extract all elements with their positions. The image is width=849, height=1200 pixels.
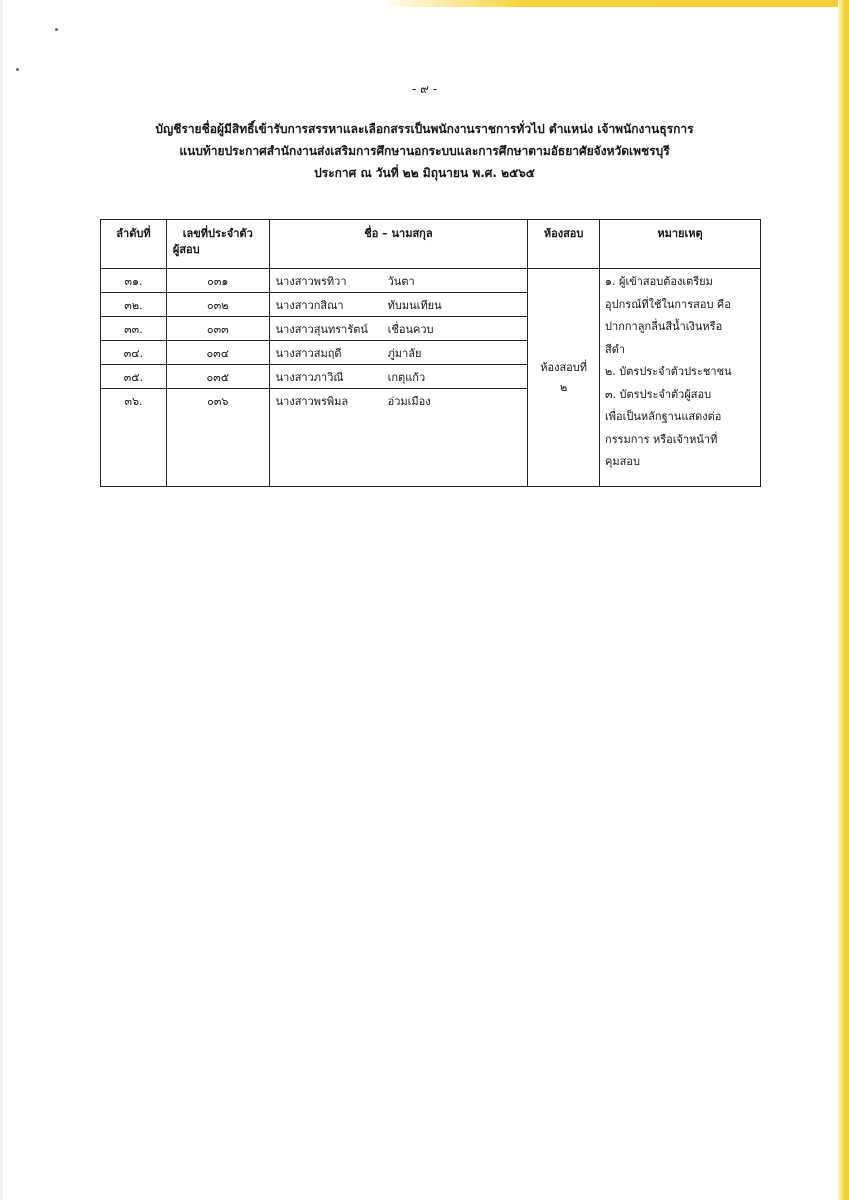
row-seq: ๓๔. bbox=[101, 341, 167, 365]
row-candidate-id: ๐๓๔ bbox=[166, 341, 269, 365]
header-name: ชื่อ – นามสกุล bbox=[269, 220, 528, 269]
exam-room-number: ๒ bbox=[559, 380, 568, 394]
remarks-line: สีดำ bbox=[605, 342, 626, 356]
remarks-line: ๓. บัตรประจำตัวผู้สอบ bbox=[605, 387, 712, 401]
row-seq: ๓๖. bbox=[101, 389, 167, 413]
row-name bbox=[269, 293, 528, 317]
table-header-row bbox=[101, 220, 761, 269]
remarks-line: ๒. บัตรประจำตัวประชาชน bbox=[605, 365, 732, 378]
title-line-2: แนบท้ายประกาศสำนักงานส่งเสริมการศึกษานอกระบบและการศึกษาตามอัธยาศัยจังหวัดเพชรบุรี bbox=[179, 144, 670, 158]
row-last-name: อ่วมเมือง bbox=[387, 394, 431, 408]
scan-speck bbox=[55, 28, 58, 31]
row-seq: ๓๒. bbox=[101, 293, 167, 317]
row-candidate-id: ๐๓๕ bbox=[166, 365, 269, 389]
row-last-name: ทับมนเทียน bbox=[387, 298, 442, 312]
title-line-1: บัญชีรายชื่อผู้มีสิทธิ์เข้ารับการสรรหาและเลือกสรรเป็นพนักงานราชการทั่วไป ตำแหน่ง เจ้าพนักงานธุรการ bbox=[155, 122, 694, 136]
row-name bbox=[269, 341, 528, 365]
row-seq: ๓๓. bbox=[101, 317, 167, 341]
row-first-name: นางสาวภาวิณี bbox=[275, 370, 344, 384]
remarks-line: อุปกรณ์ที่ใช้ในการสอบ คือ bbox=[605, 297, 731, 311]
row-last-name: วันตา bbox=[387, 274, 415, 288]
row-name bbox=[269, 365, 528, 389]
scan-speck bbox=[16, 68, 19, 71]
header-seq: ลำดับที่ bbox=[101, 220, 167, 269]
exam-room bbox=[528, 269, 600, 487]
candidate-table bbox=[100, 219, 761, 487]
title-line-3: ประกาศ ณ วันที่ ๒๒ มิถุนายน พ.ศ. ๒๕๖๕ bbox=[314, 166, 535, 180]
row-candidate-id: ๐๓๒ bbox=[166, 293, 269, 317]
row-seq: ๓๕. bbox=[101, 365, 167, 389]
remarks-line: คุมสอบ bbox=[605, 455, 640, 468]
row-last-name: เกตุแก้ว bbox=[387, 370, 426, 384]
exam-room-label: ห้องสอบที่ bbox=[540, 360, 588, 374]
row-first-name: นางสาวกสิณา bbox=[275, 298, 344, 312]
row-last-name: เชื่อนควบ bbox=[387, 322, 434, 336]
table-row bbox=[101, 269, 761, 293]
row-seq: ๓๑. bbox=[101, 269, 167, 293]
remarks-line: ปากกาลูกลื่นสีน้ำเงินหรือ bbox=[605, 320, 723, 333]
header-remarks: หมายเหตุ bbox=[600, 220, 761, 269]
remarks-line: ๑. ผู้เข้าสอบต้องเตรียม bbox=[605, 275, 713, 288]
document-title bbox=[0, 118, 849, 184]
remarks-line: กรรมการ หรือเจ้าหน้าที่ bbox=[605, 432, 718, 446]
remarks-line: เพื่อเป็นหลักฐานแสดงต่อ bbox=[605, 410, 722, 423]
header-room: ห้องสอบ bbox=[528, 220, 600, 269]
header-id-line-1: เลขที่ประจำตัว bbox=[182, 227, 253, 240]
row-candidate-id: ๐๓๑ bbox=[166, 269, 269, 293]
row-candidate-id: ๐๓๓ bbox=[166, 317, 269, 341]
page-number: - ๙ - bbox=[411, 82, 438, 96]
row-first-name: นางสาวพรพิมล bbox=[275, 394, 349, 408]
row-name bbox=[269, 317, 528, 341]
header-candidate-id bbox=[166, 220, 269, 269]
row-last-name: ภู่มาลัย bbox=[387, 346, 422, 360]
row-name bbox=[269, 389, 528, 413]
row-first-name: นางสาวสมฤดี bbox=[275, 346, 342, 360]
remarks bbox=[600, 269, 761, 487]
row-candidate-id: ๐๓๖ bbox=[166, 389, 269, 413]
scan-edge-top bbox=[380, 0, 849, 7]
row-first-name: นางสาวพรทิวา bbox=[275, 274, 347, 288]
header-id-line-2: ผู้สอบ bbox=[172, 243, 200, 256]
row-first-name: นางสาวสุนทรารัตน์ bbox=[275, 322, 368, 336]
row-name bbox=[269, 269, 528, 293]
